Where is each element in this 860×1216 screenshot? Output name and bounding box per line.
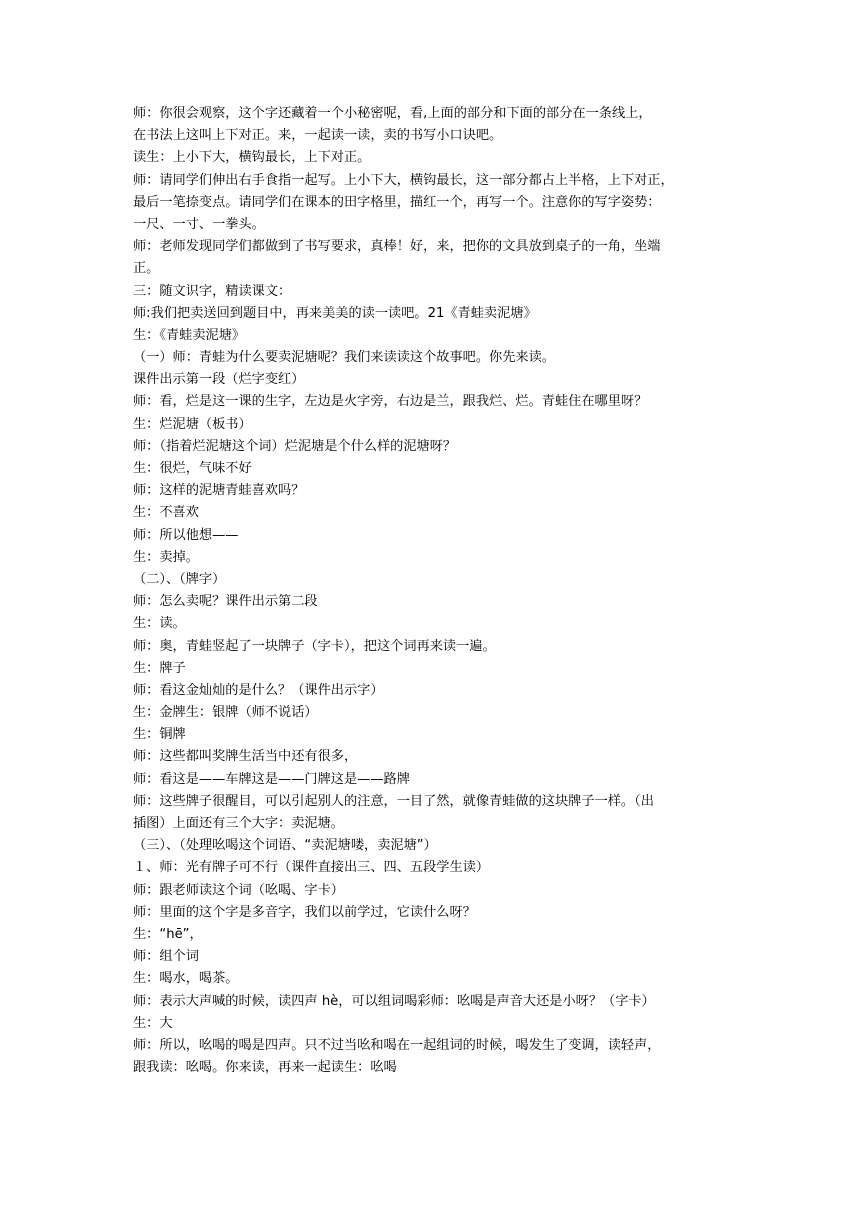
text-line: （三）、（处理吆喝这个词语、“卖泥塘喽，卖泥塘”）: [133, 838, 437, 854]
text-line: 师：这些都叫奖牌生活当中还有很多，: [133, 749, 358, 765]
document-page: [133, 103, 738, 1079]
text-line: 师：这些牌子很醒目，可以引起别人的注意，一目了然，就像青蛙做的这块牌子一样。（出: [133, 793, 654, 809]
text-line: 读生：上小下大，横钩最长，上下对正。: [133, 150, 371, 166]
text-line: 跟我读：吆喝。你来读，再来一起读生：吆喝: [133, 1060, 397, 1076]
text-line: 师：老师发现同学们都做到了书写要求，真棒！好，来，把你的文具放到桌子的一角，坐端: [133, 239, 661, 255]
text-line: 生：《青蛙卖泥塘》: [133, 327, 246, 343]
text-line: 师：看这是——车牌这是——门牌这是——路牌: [133, 771, 410, 787]
text-line: 师：你很会观察，这个字还藏着一个小秘密呢，看,上面的部分和下面的部分在一条线上，: [133, 106, 652, 121]
text-line: 生：很烂，气味不好: [133, 461, 252, 476]
text-line: 师：看这金灿灿的是什么？（课件出示字）: [133, 682, 384, 698]
text-line: 生：读。: [133, 616, 186, 632]
text-line: 师：请同学们伸出右手食指一起写。上小下大，横钩最长，这一部分都占上半格，上下对正，: [133, 172, 674, 188]
text-line: 三：随文识字，精读课文：: [133, 283, 292, 299]
text-line: 正。: [133, 261, 160, 277]
text-line: （二）、（牌字）: [133, 571, 226, 587]
text-line: 在书法上这叫上下对正。来，一起读一读，卖的书写小口诀吧。: [133, 128, 503, 144]
text-line: 一尺、一寸、一拳头。: [133, 216, 265, 232]
text-line: 师：看，烂是这一课的生字，左边是火字旁，右边是兰，跟我烂、烂。青蛙住在哪里呀？: [133, 394, 648, 410]
text-line: 课件出示第一段（烂字变红）: [133, 372, 305, 388]
text-line: 生：卖掉。: [133, 549, 199, 565]
text-line: 生：喝水，喝茶。: [133, 971, 239, 987]
text-line: 师：这样的泥塘青蛙喜欢吗？: [133, 483, 305, 499]
text-line: 生：铜牌: [133, 727, 186, 743]
text-line: 师：表示大声喊的时候，读四声 hè，可以组词喝彩师：吆喝是声音大还是小呀？（字卡）: [133, 993, 655, 1009]
text-line: 插图）上面还有三个大字：卖泥塘。: [133, 816, 344, 831]
text-line: 师:我们把卖送回到题目中，再来美美的读一读吧。21《青蛙卖泥塘》: [133, 305, 537, 321]
text-line: 师：奥，青蛙竖起了一块牌子（字卡），把这个词再来读一遍。: [133, 638, 496, 654]
text-line: 生：牌子: [133, 660, 186, 676]
text-line: 最后一笔捺变点。请同学们在课本的田字格里，描红一个，再写一个。注意你的写字姿势：: [133, 194, 661, 210]
text-line: 师：所以他想——: [133, 527, 239, 543]
text-line: 生：不喜欢: [133, 505, 199, 521]
text-line: 师：所以，吆喝的喝是四声。只不过当吆和喝在一起组词的时候，喝发生了变调，读轻声，: [133, 1037, 661, 1053]
text-line: 生：金牌生：银牌（师不说话）: [133, 705, 318, 721]
text-line: 师：组个词: [133, 949, 199, 965]
text-line: 师：怎么卖呢？课件出示第二段: [133, 594, 318, 610]
text-line: 生：“hē”，: [133, 926, 203, 942]
text-line: 师：里面的这个字是多音字，我们以前学过，它读什么呀？: [133, 904, 476, 920]
text-line: 师：（指着烂泥塘这个词）烂泥塘是个什么样的泥塘呀？: [133, 438, 457, 454]
text-line: 师：跟老师读这个词（吆喝、字卡）: [133, 882, 344, 898]
text-line: （一）师：青蛙为什么要卖泥塘呢？我们来读读这个故事吧。你先来读。: [133, 350, 555, 366]
text-line: 生：烂泥塘（板书）: [133, 416, 252, 432]
text-line: １、师：光有牌子可不行（课件直接出三、四、五段学生读）: [133, 860, 490, 876]
text-line: 生：大: [133, 1015, 173, 1031]
